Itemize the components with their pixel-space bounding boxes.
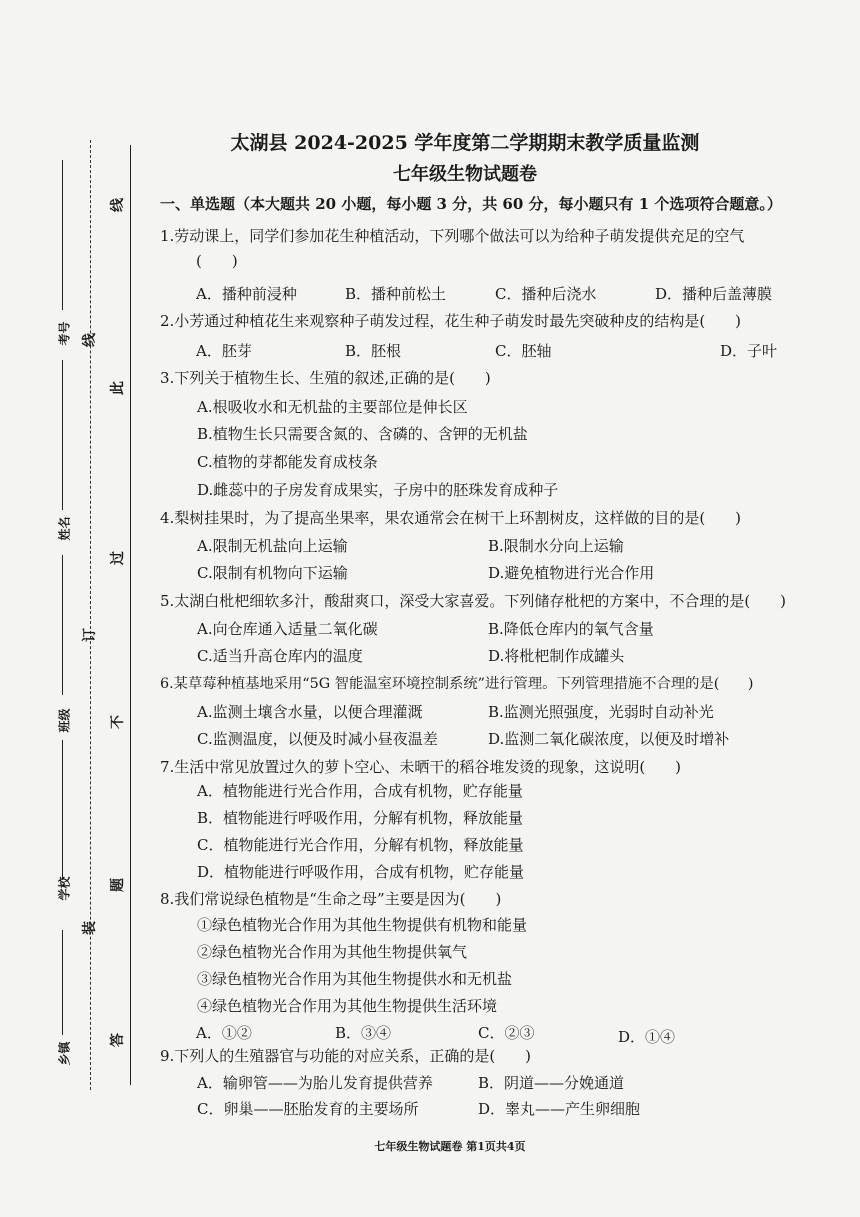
warning-char-2: 此 [110,381,126,395]
question-1-paren: ( ) [196,252,238,270]
question-8-statement-2: ②绿色植物光合作用为其他生物提供氧气 [197,943,468,961]
question-3-option-c: C.植物的芽都能发育成枝条 [197,453,378,471]
question-5-option-c: C.适当升高仓库内的温度 [197,647,363,665]
question-3-option-b: B.植物生长只需要含氮的、含磷的、含钾的无机盐 [197,425,528,443]
fill-line-banji [62,555,63,695]
question-9-option-c: C．卵巢——胚胎发育的主要场所 [197,1100,419,1118]
question-6-option-c: C.监测温度，以便及时减小昼夜温差 [197,730,438,748]
question-6-option-b: B.监测光照强度，光弱时自动补光 [488,703,714,721]
page-footer: 七年级生物试题卷 第1页共4页 [374,1140,526,1153]
question-1-option-d: D．播种后盖薄膜 [655,285,773,303]
label-xiangzhen: 乡镇 [57,1041,72,1066]
question-2-option-c: C．胚轴 [495,342,552,360]
seal-char-xian: 线 [82,333,98,347]
question-8-statement-3: ③绿色植物光合作用为其他生物提供水和无机盐 [197,970,513,988]
section-heading: 一、单选题（本大题共 20 小题，每小题 3 分，共 60 分，每小题只有 1 个选项符合题意。） [160,195,782,213]
question-1-option-a: A．播种前浸种 [196,285,297,303]
question-4-option-b: B.限制水分向上运输 [488,537,624,555]
fill-line-xingming [62,360,63,510]
exam-title: 太湖县 2024-2025 学年度第二学期期末教学质量监测 [230,132,700,154]
question-2-option-a: A．胚芽 [196,342,252,360]
question-4-option-d: D.避免植物进行光合作用 [488,564,655,582]
question-8-option-b: B．③④ [335,1024,392,1042]
question-5-option-a: A.向仓库通入适量二氧化碳 [197,620,378,638]
seal-dashed-line [90,140,91,1090]
question-1-option-b: B．播种前松土 [345,285,447,303]
warning-char-6: 答 [110,1033,126,1047]
question-9-option-a: A．输卵管——为胎儿发育提供营养 [197,1074,433,1092]
warning-char-1: 线 [110,198,126,212]
question-8-option-d: D．①④ [618,1028,676,1046]
question-1-option-c: C．播种后浇水 [495,285,597,303]
label-kaohao: 考号 [57,321,72,346]
question-9-stem: 9.下列人的生殖器官与功能的对应关系，正确的是( ) [160,1047,532,1065]
question-4-stem: 4.梨树挂果时，为了提高坐果率，果农通常会在树干上环割树皮，这样做的目的是( ) [160,509,742,527]
question-5-stem: 5.太湖白枇杷细软多汁，酸甜爽口，深受大家喜爱。下列储存枇杷的方案中，不合理的是( ) [160,592,787,610]
fill-line-xiangzhen [62,930,63,1035]
question-3-option-d: D.雌蕊中的子房发育成果实，子房中的胚珠发育成种子 [197,481,559,499]
question-2-stem: 2.小芳通过种植花生来观察种子萌发过程，花生种子萌发时最先突破种皮的结构是( ) [160,312,742,330]
question-8-statement-1: ①绿色植物光合作用为其他生物提供有机物和能量 [197,916,528,934]
question-6-option-a: A.监测土壤含水量，以便合理灌溉 [197,703,423,721]
question-7-option-d: D．植物能进行呼吸作用，合成有机物，贮存能量 [197,863,525,881]
fill-line-xuexiao [62,740,63,880]
question-7-option-b: B．植物能进行呼吸作用，分解有机物，释放能量 [197,809,524,827]
question-5-option-b: B.降低仓库内的氧气含量 [488,620,654,638]
question-5-option-d: D.将枇杷制作成罐头 [488,647,625,665]
question-1-stem: 1.劳动课上，同学们参加花生种植活动，下列哪个做法可以为给种子萌发提供充足的空气 [160,227,745,245]
warning-char-3: 过 [110,551,126,565]
question-3-stem: 3.下列关于植物生长、生殖的叙述,正确的是( ) [160,369,491,387]
warning-char-4: 不 [110,715,126,729]
question-9-option-b: B．阴道——分娩通道 [478,1074,625,1092]
seal-char-ding: 订 [82,628,98,642]
question-6-option-d: D.监测二氧化碳浓度，以便及时增补 [488,730,730,748]
margin-solid-line [130,145,131,1085]
question-4-option-c: C.限制有机物向下运输 [197,564,348,582]
label-banji: 班级 [57,708,72,733]
question-8-option-a: A．①② [196,1024,252,1042]
question-7-option-c: C．植物能进行光合作用，分解有机物，释放能量 [197,836,524,854]
question-7-option-a: A．植物能进行光合作用，合成有机物，贮存能量 [197,782,523,800]
question-7-stem: 7.生活中常见放置过久的萝卜空心、未晒干的稻谷堆发烫的现象，这说明( ) [160,758,682,776]
label-xuexiao: 学校 [57,876,72,901]
seal-char-zhuang: 装 [82,921,98,935]
question-2-option-d: D．子叶 [720,342,778,360]
question-4-option-a: A.限制无机盐向上运输 [197,537,348,555]
label-xingming: 姓名 [57,516,72,541]
question-8-stem: 8.我们常说绿色植物是“生命之母”主要是因为( ) [160,890,502,908]
exam-subtitle: 七年级生物试题卷 [393,164,537,185]
question-8-option-c: C．②③ [478,1024,535,1042]
question-8-statement-4: ④绿色植物光合作用为其他生物提供生活环境 [197,997,498,1015]
question-3-option-a: A.根吸收水和无机盐的主要部位是伸长区 [197,398,468,416]
question-9-option-d: D．睾丸——产生卵细胞 [478,1100,641,1118]
warning-char-5: 题 [110,878,126,892]
question-2-option-b: B．胚根 [345,342,402,360]
question-6-stem: 6.某草莓种植基地采用“5G 智能温室环境控制系统”进行管理。下列管理措施不合理的是( ) [160,676,754,692]
